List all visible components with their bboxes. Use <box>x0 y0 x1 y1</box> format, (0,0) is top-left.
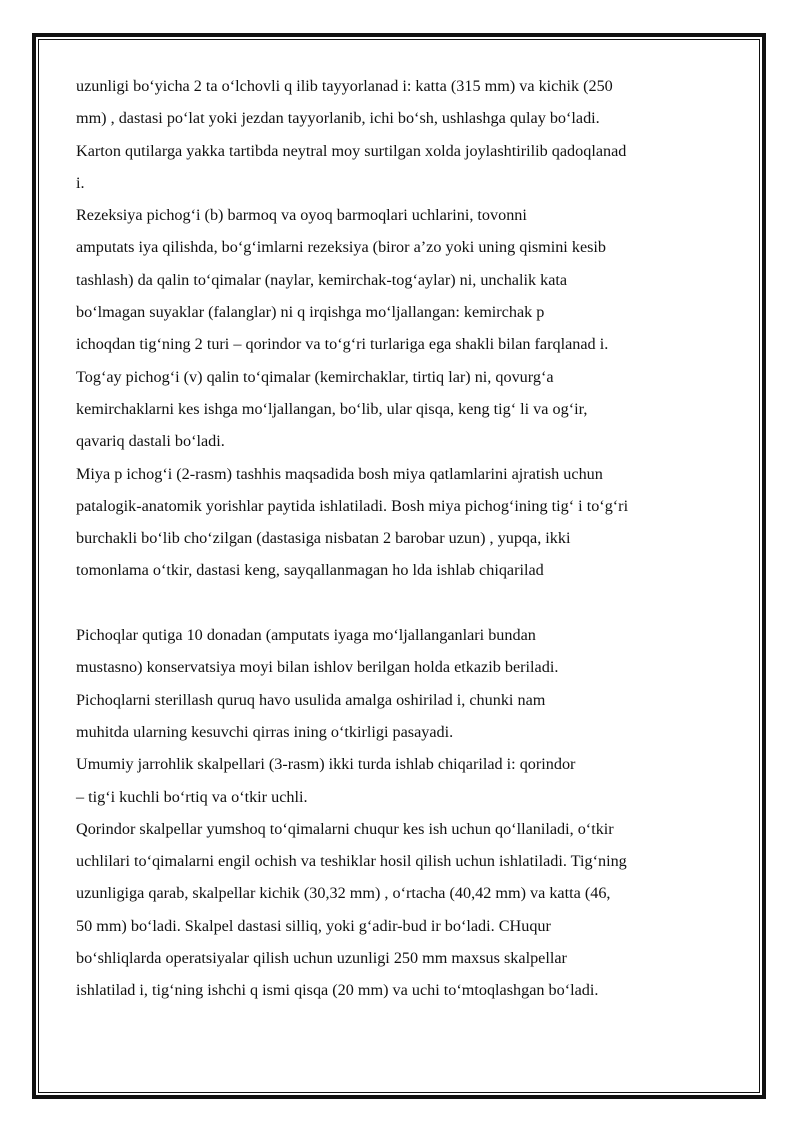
text-line: amputats iya qilishda, bo‘g‘imlarni rezeksiya (biror a’zo yoki uning qismini kesib <box>76 238 607 257</box>
text-line: – tig‘i kuchli bo‘rtiq va o‘tkir uchli. <box>76 787 308 806</box>
text-line: patalogik-anatomik yorishlar paytida ishlatiladi. Bosh miya pichog‘ining tig‘ i to‘g‘ri <box>76 496 629 515</box>
paragraph-knife-packaging <box>76 619 724 748</box>
text-line: bo‘lmagan suyaklar (falanglar) ni q irqishga mo‘ljallangan: kemirchak p <box>76 303 545 322</box>
text-line: qavariq dastali bo‘ladi. <box>76 432 225 451</box>
text-line: ichoqdan tig‘ning 2 turi – qorindor va to‘g‘ri turlariga ega shakli bilan farqlanad i. <box>76 335 609 354</box>
text-line: Qorindor skalpellar yumshoq to‘qimalarni chuqur kes ish uchun qo‘llaniladi, o‘tkir <box>76 819 614 838</box>
text-line: uzunligiga qarab, skalpellar kichik (30,32 mm) , o‘rtacha (40,42 mm) va katta (46, <box>76 884 611 903</box>
paragraph-general-scalpels <box>76 748 724 813</box>
text-line: i. <box>76 173 85 192</box>
text-line: tashlash) da qalin to‘qimalar (naylar, kemirchak-tog‘aylar) ni, unchalik kata <box>76 270 568 289</box>
text-line: Pichoqlar qutiga 10 donadan (amputats iyaga mo‘ljallanganlari bundan <box>76 626 536 645</box>
text-line: mm) , dastasi po‘lat yoki jezdan tayyorlanib, ichi bo‘sh, ushlashga qulay bo‘ladi. <box>76 109 600 128</box>
document-body <box>76 70 724 1007</box>
text-line: 50 mm) bo‘ladi. Skalpel dastasi silliq, yoki g‘adir-bud ir bo‘ladi. CHuqur <box>76 916 551 935</box>
paragraph-cartilage-knife <box>76 361 724 458</box>
text-line: Pichoqlarni sterillash quruq havo usulida amalga oshirilad i, chunki nam <box>76 690 546 709</box>
paragraph-brain-knife <box>76 458 724 587</box>
text-line: uchlilari to‘qimalarni engil ochish va teshiklar hosil qilish uchun ishlatiladi. Tig‘ning <box>76 852 627 871</box>
text-line: uzunligi bo‘yicha 2 ta o‘lchovli q ilib tayyorlanad i: katta (315 mm) va kichik (250 <box>76 77 613 95</box>
paragraph-resection-knife <box>76 199 724 360</box>
text-line: bo‘shliqlarda operatsiyalar qilish uchun uzunligi 250 mm maxsus skalpellar <box>76 949 567 968</box>
text-line: Karton qutilarga yakka tartibda neytral moy surtilgan xolda joylashtirilib qadoqlanad <box>76 141 627 160</box>
paragraph-knife-sizes <box>76 70 724 199</box>
text-line: tomonlama o‘tkir, dastasi keng, sayqallanmagan ho lda ishlab chiqarilad <box>76 561 544 580</box>
text-line: muhitda ularning kesuvchi qirras ining o‘tkirligi pasayadi. <box>76 722 454 741</box>
text-line: burchakli bo‘lib cho‘zilgan (dastasiga nisbatan 2 barobar uzun) , yupqa, ikki <box>76 529 571 548</box>
text-line: Umumiy jarrohlik skalpellari (3-rasm) ikki turda ishlab chiqarilad i: qorindor <box>76 755 576 774</box>
paragraph-spacer <box>76 587 724 619</box>
text-line: Rezeksiya pichog‘i (b) barmoq va oyoq barmoqlari uchlarini, tovonni <box>76 206 527 225</box>
text-line: ishlatilad i, tig‘ning ishchi q ismi qisqa (20 mm) va uchi to‘mtoqlashgan bo‘ladi. <box>76 981 599 1000</box>
text-line: mustasno) konservatsiya moyi bilan ishlov berilgan holda etkazib beriladi. <box>76 658 559 677</box>
paragraph-scalpel-types <box>76 813 724 1007</box>
text-line: Tog‘ay pichog‘i (v) qalin to‘qimalar (kemirchaklar, tirtiq lar) ni, qovurg‘a <box>76 367 554 386</box>
text-line: kemirchaklarni kes ishga mo‘ljallangan, bo‘lib, ular qisqa, keng tig‘ li va og‘ir, <box>76 399 588 418</box>
text-line: Miya p ichog‘i (2-rasm) tashhis maqsadida bosh miya qatlamlarini ajratish uchun <box>76 464 603 483</box>
